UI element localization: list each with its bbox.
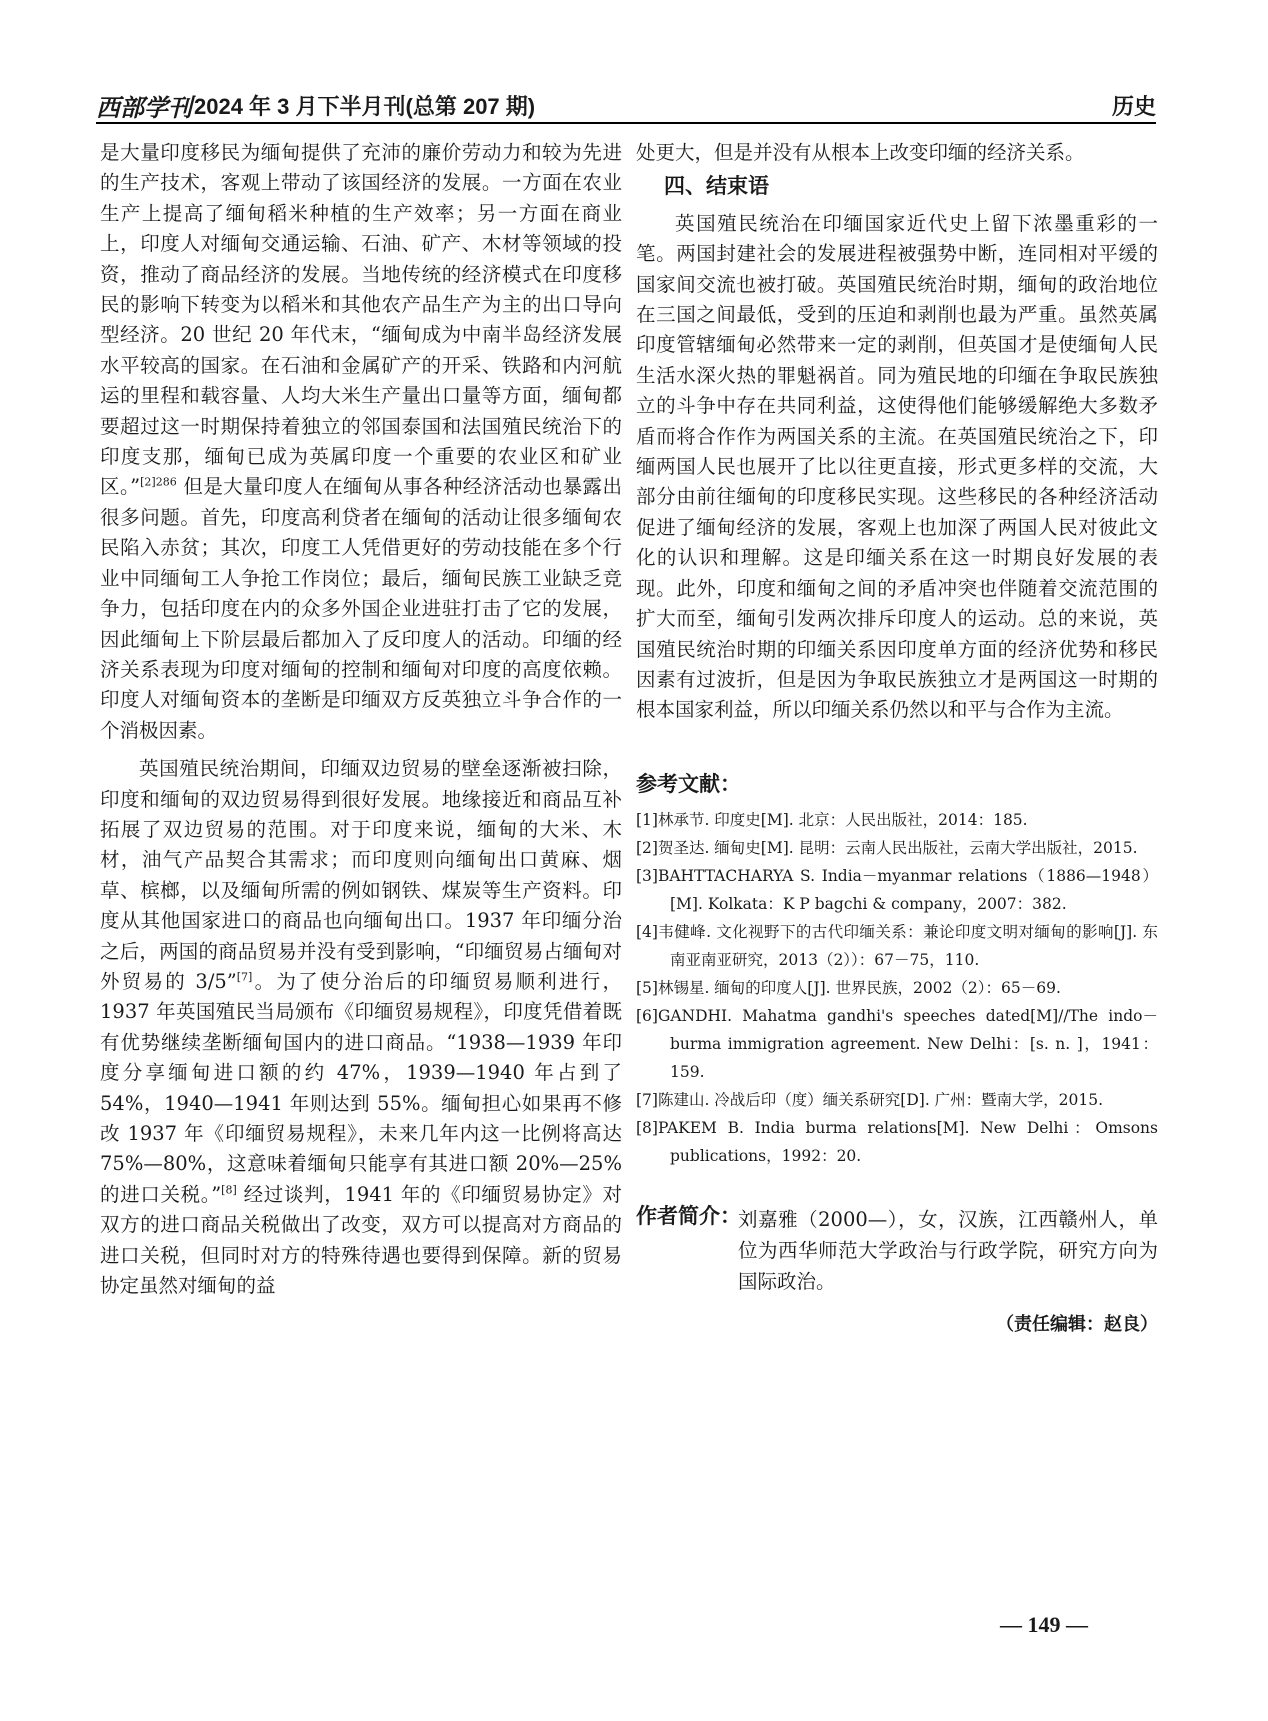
continuation-paragraph: 处更大，但是并没有从根本上改变印缅的经济关系。 <box>636 141 1085 164</box>
reference-item: [1]林承节. 印度史[M]. 北京：人民出版社，2014：185. <box>636 811 1028 830</box>
conclusion-paragraph: 英国殖民统治在印缅国家近代史上留下浓墨重彩的一笔。两国封建社会的发展进程被强势中断，连同相对平缓的国家间交流也被打破。英国殖民统治时期，缅甸的政治地位在三国之间最低，受到的压迫和剥削也最为严重。虽然英属印度管辖缅甸必然带来一定的剥削，但英国才是使缅甸人民生活水深火热的罪魁祸首。同为殖民地的印缅在争取民族独立的斗争中存在共同利益，这使得他们能够缓解绝大多数矛盾而将合作作为两国关系的主流。在英国殖民统治之下，印缅两国人民也展开了比以往更直接，形式更多样的交流，大部分由前往缅甸的印度移民实现。这些移民的各种经济活动促进了缅甸经济的发展，客观上也加深了两国人民对彼此文化的认识和理解。这是印缅关系在这一时期良好发展的表现。此外，印度和缅甸之间的矛盾冲突也伴随着交流范围的扩大而至，缅甸引发两次排斥印度人的运动。总的来说，英国殖民统治时期的印缅关系因印度单方面的经济优势和移民因素有过波折，但是因为争取民族独立才是两国这一时期的根本国家利益，所以印缅关系仍然以和平与合作为主流。 <box>636 211 1158 722</box>
reference-item: [7]陈建山. 冷战后印（度）缅关系研究[D]. 广州：暨南大学，2015. <box>636 1091 1104 1110</box>
reference-item: [2]贺圣达. 缅甸史[M]. 昆明：云南人民出版社，云南大学出版社，2015. <box>636 839 1138 858</box>
section-heading: 四、结束语 <box>664 175 769 199</box>
journal-logo: 西部学刊 <box>96 93 192 122</box>
issue-info: 2024 年 3 月下半月刊(总第 207 期) <box>194 94 536 119</box>
reference-item: [8]PAKEM B. India burma relations[M]. New Delhi：Omsons publications，1992：20. <box>636 1119 1158 1166</box>
body-paragraph <box>100 754 622 1301</box>
reference-item: [4]韦健峰. 文化视野下的古代印缅关系：兼论印度文明对缅甸的影响[J]. 东南亚南亚研究，2013（2））：67－75，110. <box>636 923 1158 970</box>
paragraph-text: 但是大量印度人在缅甸从事各种经济活动也暴露出很多问题。首先，印度高利贷者在缅甸的活动让很多缅甸农民陷入赤贫；其次，印度工人凭借更好的劳动技能在多个行业中同缅甸工人争抢工作岗位；最后，缅甸民族工业缺乏竞争力，包括印度在内的众多外国企业进驻打击了它的发展，因此缅甸上下阶层最后都加入了反印度人的活动。印缅的经济关系表现为印度对缅甸的控制和缅甸对印度的高度依赖。印度人对缅甸资本的垄断是印缅双方反英独立斗争合作的一个消极因素。 <box>100 475 622 742</box>
reference-item: [5]林锡星. 缅甸的印度人[J]. 世界民族，2002（2）：65－69. <box>636 979 1061 998</box>
section-label: 历史 <box>1111 94 1156 119</box>
responsible-editor: （责任编辑：赵良） <box>996 1314 1158 1335</box>
body-paragraph <box>100 138 622 746</box>
citation-marker: [2]286 <box>140 475 177 489</box>
author-label: 作者简介： <box>636 1205 741 1229</box>
citation-marker: [7] <box>236 970 253 984</box>
citation-marker: [8] <box>221 1183 237 1197</box>
paragraph-text: 英国殖民统治期间，印缅双边贸易的壁垒逐渐被扫除，印度和缅甸的双边贸易得到很好发展。地缘接近和商品互补拓展了双边贸易的范围。对于印度来说，缅甸的大米、木材，油气产品契合其需求；而印度则向缅甸出口黄麻、烟草、槟榔，以及缅甸所需的例如钢铁、煤炭等生产资料。印度从其他国家进口的商品也向缅甸出口。1937 年印缅分治之后，两国的商品贸易并没有受到影响，“印缅贸易占缅甸对外贸易的 3/5” <box>100 757 622 993</box>
reference-item: [3]BAHTTACHARYA S. India－myanmar relations（1886—1948）[M]. Kolkata：K P bagchi & company，2007：382. <box>636 867 1158 914</box>
reference-item: [6]GANDHI. Mahatma gandhi's speeches dated[M]//The indo－burma immigration agreement. New Delhi：[s. n. ]，1941：159. <box>636 1007 1158 1082</box>
references-list <box>636 806 1158 1170</box>
left-column <box>100 138 622 1301</box>
author-bio <box>636 1204 1158 1297</box>
right-column <box>636 138 1158 1340</box>
paragraph-text: 。为了使分治后的印缅贸易顺利进行，1937 年英国殖民当局颁布《印缅贸易规程》，印度凭借着既有优势继续垄断缅甸国内的进口商品。“1938—1939 年印度分享缅甸进口额的约 47%，1939—1940 年占到了 54%，1940—1941 年则达到 55%。缅甸担心如果再不修改 1937 年《印缅贸易规程》，未来几年内这一比例将高达 75%—80%，这意味着缅甸只能享有其进口额 20%—25%的进口关税。” <box>100 969 622 1206</box>
author-text: 刘嘉雅（2000—），女，汉族，江西赣州人，单位为西华师范大学政治与行政学院，研究方向为国际政治。 <box>738 1208 1158 1294</box>
page-header <box>96 86 1156 124</box>
references-title: 参考文献： <box>636 772 741 796</box>
page-number: — 149 — <box>1000 1612 1088 1637</box>
paragraph-text: 是大量印度移民为缅甸提供了充沛的廉价劳动力和较为先进的生产技术，客观上带动了该国经济的发展。一方面在农业生产上提高了缅甸稻米种植的生产效率；另一方面在商业上，印度人对缅甸交通运输、石油、矿产、木材等领域的投资，推动了商品经济的发展。当地传统的经济模式在印度移民的影响下转变为以稻米和其他农产品生产为主的出口导向型经济。20 世纪 20 年代末，“缅甸成为中南半岛经济发展水平较高的国家。在石油和金属矿产的开采、铁路和内河航运的里程和载容量、人均大米生产量出口量等方面，缅甸都要超过这一时期保持着独立的邻国泰国和法国殖民统治下的印度支那，缅甸已成为英属印度一个重要的农业区和矿业区。” <box>100 141 622 499</box>
paragraph-text: 经过谈判，1941 年的《印缅贸易协定》对双方的进口商品关税做出了改变，双方可以提高对方商品的进口关税，但同时对方的特殊待遇也要得到保障。新的贸易协定虽然对缅甸的益 <box>100 1182 622 1298</box>
